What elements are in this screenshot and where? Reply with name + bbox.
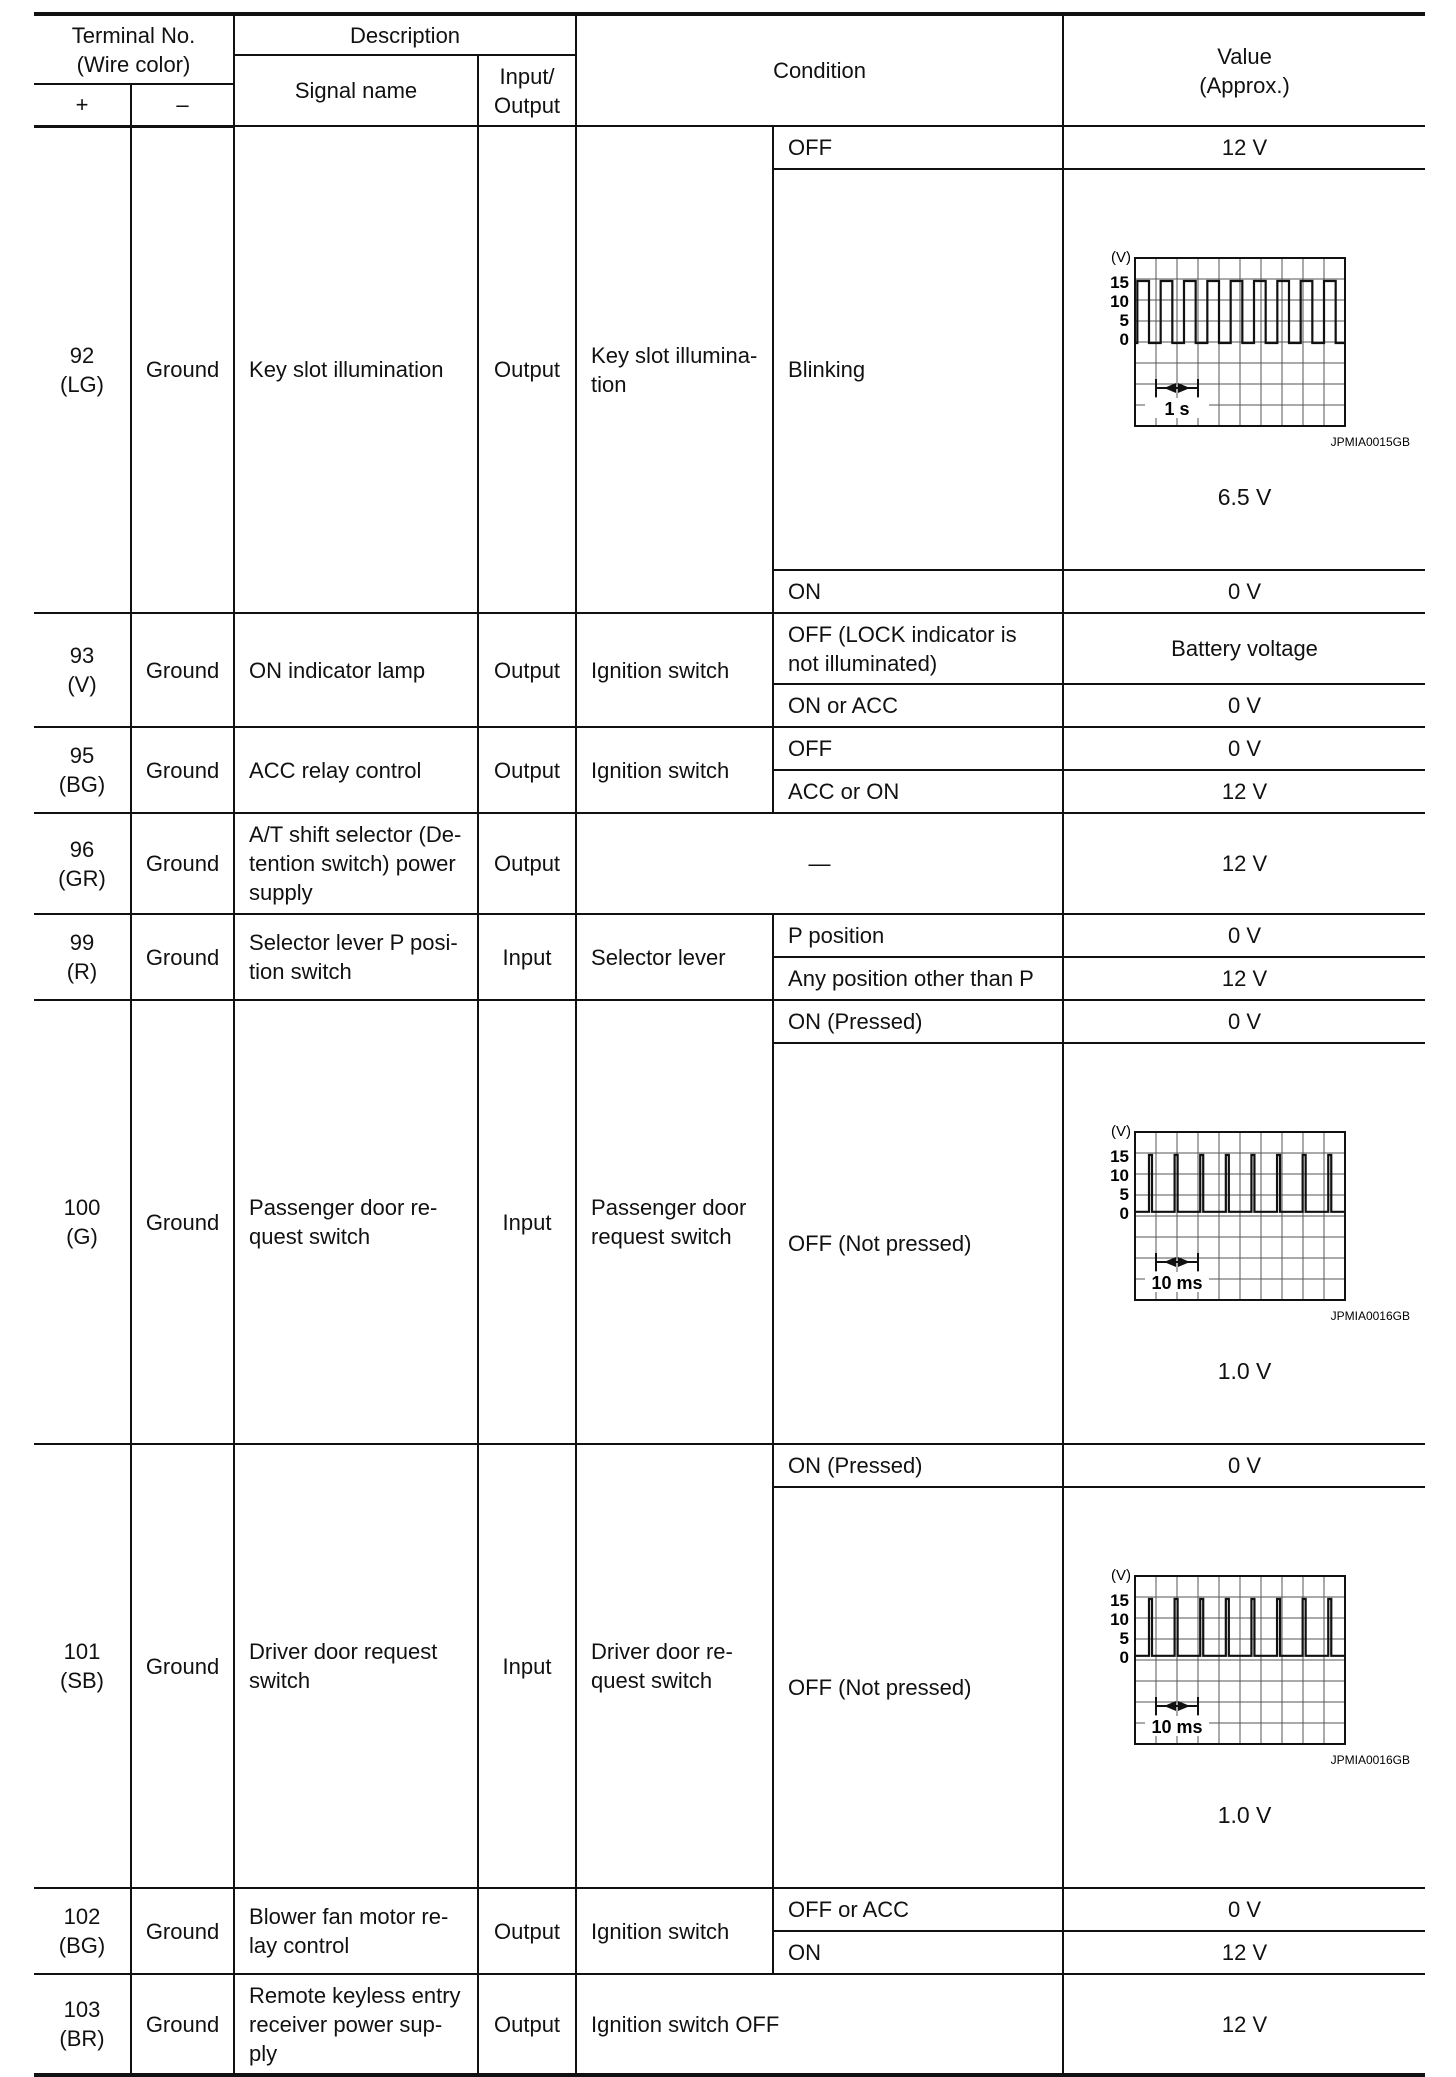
sub-condition: ON (Pressed) xyxy=(773,1000,1063,1043)
header-description: Description xyxy=(234,14,576,55)
signal-name: ON indicator lamp xyxy=(234,613,478,727)
signal-name: Selector lever P posi- tion switch xyxy=(234,914,478,1000)
header-minus: – xyxy=(131,84,234,126)
condition: Ignition switch xyxy=(576,1888,773,1974)
input-output: Input xyxy=(478,914,576,1000)
sub-condition: P position xyxy=(773,914,1063,957)
ground-terminal: Ground xyxy=(131,1444,234,1888)
signal-name: Key slot illumination xyxy=(234,126,478,613)
ground-terminal: Ground xyxy=(131,613,234,727)
terminal-number: 103 (BR) xyxy=(34,1974,131,2075)
waveform-time-label: 1 s xyxy=(1164,399,1190,419)
header-plus: + xyxy=(34,84,131,126)
terminal-number: 93 (V) xyxy=(34,613,131,727)
value: 12 V xyxy=(1063,1931,1425,1974)
waveform-y-tick: 15 xyxy=(1109,1591,1129,1610)
value: 0 V xyxy=(1063,914,1425,957)
ground-terminal: Ground xyxy=(131,914,234,1000)
table-row xyxy=(34,1444,1425,1487)
sub-condition: ON xyxy=(773,1931,1063,1974)
value: 12 V xyxy=(1063,957,1425,1000)
input-output: Output xyxy=(478,727,576,813)
value: 12 V xyxy=(1063,770,1425,813)
blinking-waveform xyxy=(1075,228,1415,450)
waveform-value: 1.0 V xyxy=(1217,1802,1272,1828)
sub-condition: OFF (Not pressed) xyxy=(773,1043,1063,1444)
header-condition: Condition xyxy=(576,14,1063,126)
sub-condition: OFF xyxy=(773,727,1063,770)
sub-condition: ON xyxy=(773,570,1063,613)
value: 0 V xyxy=(1063,1444,1425,1487)
sub-condition: OFF (Not pressed) xyxy=(773,1487,1063,1888)
waveform-value: 1.0 V xyxy=(1217,1358,1272,1384)
table-row xyxy=(34,1888,1425,1931)
waveform-y-unit: (V) xyxy=(1110,1567,1131,1584)
input-output: Output xyxy=(478,1974,576,2075)
condition: Ignition switch OFF xyxy=(576,1974,1063,2075)
condition: Ignition switch xyxy=(576,613,773,727)
sub-condition: OFF (LOCK indicator is not illuminated) xyxy=(773,613,1063,684)
waveform-time-label: 10 ms xyxy=(1151,1273,1203,1293)
waveform-y-unit: (V) xyxy=(1110,249,1131,266)
value: 0 V xyxy=(1063,727,1425,770)
ground-terminal: Ground xyxy=(131,1974,234,2075)
header-signal-name: Signal name xyxy=(234,55,478,126)
waveform-y-tick: 10 xyxy=(1109,1166,1129,1185)
condition: — xyxy=(576,813,1063,914)
waveform-y-unit: (V) xyxy=(1110,1123,1131,1140)
table-row xyxy=(34,126,1425,169)
ground-terminal: Ground xyxy=(131,1000,234,1444)
terminal-number: 95 (BG) xyxy=(34,727,131,813)
sub-condition: OFF xyxy=(773,126,1063,169)
condition: Selector lever xyxy=(576,914,773,1000)
terminal-number: 100 (G) xyxy=(34,1000,131,1444)
value: 12 V xyxy=(1063,1974,1425,2075)
header-value: Value (Approx.) xyxy=(1063,14,1425,126)
condition: Passenger door request switch xyxy=(576,1000,773,1444)
table-row xyxy=(34,1974,1425,2075)
value-waveform-cell xyxy=(1063,169,1425,570)
terminal-number: 102 (BG) xyxy=(34,1888,131,1974)
signal-name: ACC relay control xyxy=(234,727,478,813)
input-output: Input xyxy=(478,1444,576,1888)
sub-condition: ON or ACC xyxy=(773,684,1063,727)
table-row xyxy=(34,813,1425,914)
signal-name: A/T shift selector (De- tention switch) power supply xyxy=(234,813,478,914)
waveform-time-label: 10 ms xyxy=(1151,1717,1203,1737)
condition: Driver door re- quest switch xyxy=(576,1444,773,1888)
waveform-value: 6.5 V xyxy=(1217,484,1272,510)
terminal-spec-table xyxy=(34,12,1425,2077)
value: 0 V xyxy=(1063,684,1425,727)
figure-code: JPMIA0016GB xyxy=(1330,1753,1410,1767)
ground-terminal: Ground xyxy=(131,813,234,914)
condition: Ignition switch xyxy=(576,727,773,813)
terminal-number: 99 (R) xyxy=(34,914,131,1000)
value: 12 V xyxy=(1063,126,1425,169)
signal-name: Blower fan motor re- lay control xyxy=(234,1888,478,1974)
waveform-y-tick: 0 xyxy=(1119,330,1129,349)
waveform-y-tick: 5 xyxy=(1119,311,1129,330)
header-terminal: Terminal No. (Wire color) xyxy=(34,14,234,84)
input-output: Output xyxy=(478,1888,576,1974)
pulse-waveform xyxy=(1075,1546,1415,1768)
input-output: Output xyxy=(478,126,576,613)
value: 0 V xyxy=(1063,1888,1425,1931)
input-output: Output xyxy=(478,613,576,727)
waveform-y-tick: 5 xyxy=(1119,1629,1129,1648)
value-waveform-cell xyxy=(1063,1043,1425,1444)
signal-name: Driver door request switch xyxy=(234,1444,478,1888)
terminal-number: 96 (GR) xyxy=(34,813,131,914)
sub-condition: OFF or ACC xyxy=(773,1888,1063,1931)
sub-condition: ACC or ON xyxy=(773,770,1063,813)
terminal-number: 101 (SB) xyxy=(34,1444,131,1888)
figure-code: JPMIA0015GB xyxy=(1330,435,1410,449)
signal-name: Remote keyless entry receiver power sup- ply xyxy=(234,1974,478,2075)
ground-terminal: Ground xyxy=(131,727,234,813)
table-row xyxy=(34,613,1425,684)
ground-terminal: Ground xyxy=(131,126,234,613)
waveform-y-tick: 10 xyxy=(1109,1610,1129,1629)
figure-code: JPMIA0016GB xyxy=(1330,1309,1410,1323)
waveform-y-tick: 15 xyxy=(1109,273,1129,292)
value: Battery voltage xyxy=(1063,613,1425,684)
value: 0 V xyxy=(1063,570,1425,613)
sub-condition: Any position other than P xyxy=(773,957,1063,1000)
input-output: Output xyxy=(478,813,576,914)
value: 0 V xyxy=(1063,1000,1425,1043)
header-input-output: Input/ Output xyxy=(478,55,576,126)
waveform-y-tick: 0 xyxy=(1119,1648,1129,1667)
table-row xyxy=(34,727,1425,770)
table-row xyxy=(34,1000,1425,1043)
pulse-waveform xyxy=(1075,1102,1415,1324)
value-waveform-cell xyxy=(1063,1487,1425,1888)
table-row xyxy=(34,914,1425,957)
ground-terminal: Ground xyxy=(131,1888,234,1974)
sub-condition: ON (Pressed) xyxy=(773,1444,1063,1487)
waveform-y-tick: 15 xyxy=(1109,1147,1129,1166)
waveform-y-tick: 5 xyxy=(1119,1185,1129,1204)
sub-condition: Blinking xyxy=(773,169,1063,570)
terminal-number: 92 (LG) xyxy=(34,126,131,613)
signal-name: Passenger door re- quest switch xyxy=(234,1000,478,1444)
condition: Key slot illumina- tion xyxy=(576,126,773,613)
waveform-y-tick: 0 xyxy=(1119,1204,1129,1223)
value: 12 V xyxy=(1063,813,1425,914)
waveform-y-tick: 10 xyxy=(1109,292,1129,311)
input-output: Input xyxy=(478,1000,576,1444)
